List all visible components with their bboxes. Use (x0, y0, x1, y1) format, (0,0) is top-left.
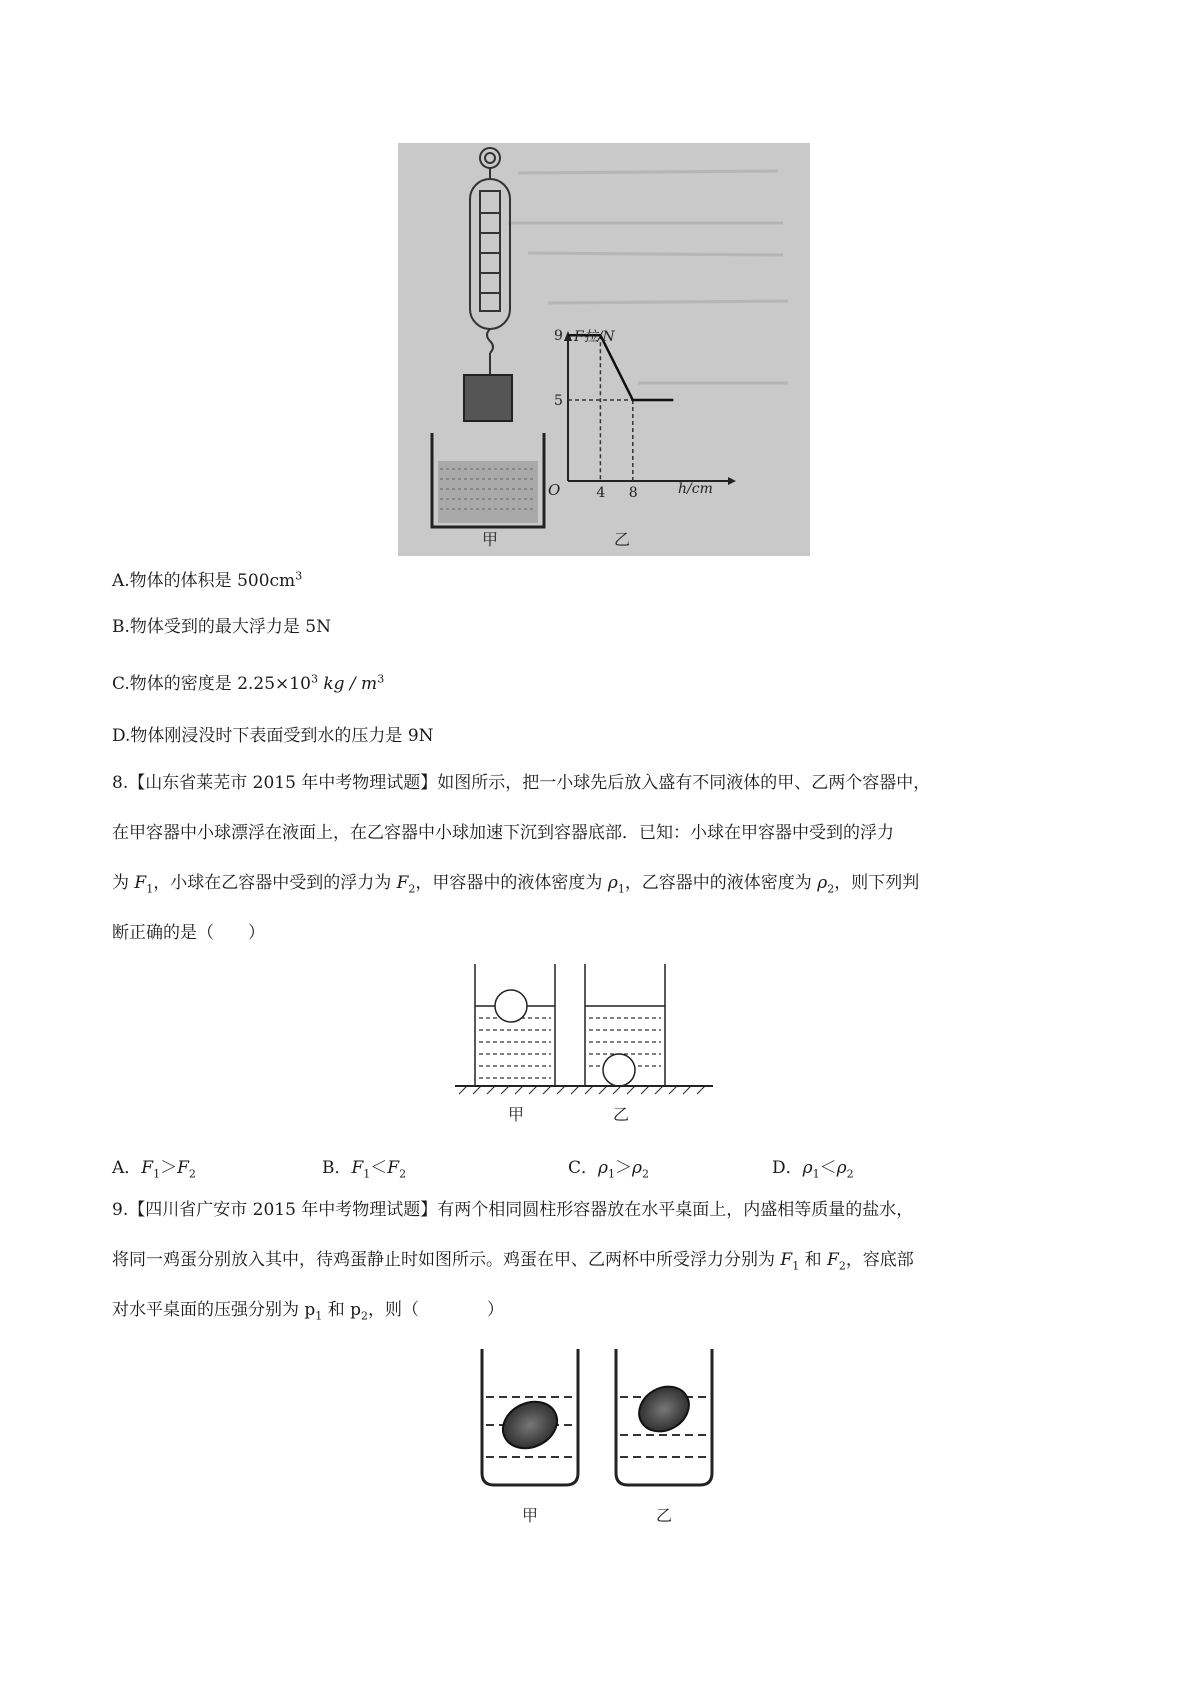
q8-symbol-rho1-sub: 1 (617, 882, 625, 896)
q9-symbol-p1-sub: 1 (315, 1309, 323, 1323)
q8-option-b-op: ＜ (370, 1158, 388, 1178)
origin-label: O (548, 481, 561, 499)
q8-symbol-f1: F (134, 873, 147, 893)
q8-symbol-f2: F (396, 873, 409, 893)
q8-option-d-sym: ρ (802, 1158, 813, 1178)
q9-symbol-f1: F (780, 1250, 793, 1270)
q7-option-c-sup: 3 (310, 672, 318, 686)
q7-option-c-unit: kg / m (317, 674, 378, 694)
q7-option-a-text: A.物体的体积是 500cm (112, 571, 296, 591)
q9-symbol-f2: F (827, 1250, 839, 1270)
q8-line-3 (112, 858, 1102, 908)
q8-option-a-prefix: A． (112, 1158, 142, 1178)
q8-option-a-op: ＞ (160, 1158, 178, 1178)
q8-line-3-a: 为 (112, 873, 135, 893)
figure1-label-left: 甲 (482, 530, 499, 549)
egg-right-icon (631, 1378, 697, 1440)
q8-line-1: 8.【山东省莱芜市 2015 年中考物理试题】如图所示，把一小球先后放入盛有不同液体的甲、乙两个容器中， (112, 773, 931, 793)
q8-symbol-f2-sub: 2 (408, 882, 416, 896)
q8-option-c-sym2: ρ (632, 1158, 643, 1178)
q8-option-b-sub2: 2 (399, 1167, 407, 1181)
q8-figure-label-left: 甲 (508, 1105, 525, 1124)
q8-option-d (772, 1155, 854, 1181)
q8-option-b (322, 1155, 406, 1181)
hanging-block (464, 375, 512, 421)
q9-line-3-b: 和 p (322, 1300, 361, 1320)
ball-sunk-icon (603, 1054, 635, 1086)
x-tick-label: 4 (596, 485, 606, 501)
q8-line-3-b: ，小球在乙容器中受到的浮力为 (153, 873, 397, 893)
q8-option-c-op: ＞ (615, 1158, 633, 1178)
q9-line-2 (112, 1235, 1102, 1285)
q9-line-2-b: 和 (799, 1250, 828, 1270)
q9-line-3-a: 对水平桌面的压强分别为 p (112, 1300, 316, 1320)
q9-figure-label-right: 乙 (656, 1506, 673, 1525)
ball-floating-icon (495, 990, 527, 1022)
q8-option-d-sub2: 2 (846, 1167, 854, 1181)
q8-option-d-prefix: D． (772, 1158, 803, 1178)
q8-option-c-sym: ρ (598, 1158, 609, 1178)
q9-line-1: 9.【四川省广安市 2015 年中考物理试题】有两个相同圆柱形容器放在水平桌面上，内盛相等质量的盐水， (112, 1200, 914, 1220)
ground-hatch (459, 1086, 705, 1094)
q8-option-b-sym2: F (387, 1158, 400, 1178)
q8-symbol-rho1: ρ (607, 873, 618, 893)
q8-option-d-sub1: 1 (812, 1167, 820, 1181)
q9-line-3 (112, 1285, 1102, 1335)
q7-option-c-text: C.物体的密度是 2.25×10 (112, 674, 311, 694)
figure-eggs-in-cups (470, 1345, 720, 1535)
x-axis-label: h/cm (678, 481, 713, 497)
q8-option-d-op: ＜ (819, 1158, 837, 1178)
q8-option-c-prefix: C． (568, 1158, 599, 1178)
q7-option-c-unit-sup: 3 (377, 672, 385, 686)
q9-line-3-c: ，则（ ） (368, 1300, 504, 1320)
q8-option-c (568, 1155, 649, 1181)
q7-option-b: B.物体受到的最大浮力是 5N (112, 617, 331, 637)
q8-symbol-rho2-sub: 2 (827, 882, 835, 896)
q8-option-b-prefix: B． (322, 1158, 352, 1178)
q8-symbol-f1-sub: 1 (146, 882, 154, 896)
q8-line-3-e: ，则下列判 (834, 873, 920, 893)
q9-line-2-c: ，容底部 (845, 1250, 914, 1270)
q8-option-c-sub2: 2 (642, 1167, 650, 1181)
q8-line-4: 断正确的是（ ） (112, 923, 265, 943)
figure-spring-balance (398, 143, 810, 556)
q8-line-3-c: ，甲容器中的液体密度为 (415, 873, 608, 893)
q8-line-3-d: ，乙容器中的液体密度为 (624, 873, 818, 893)
question-8 (112, 758, 1102, 958)
q9-symbol-f2-sub: 2 (838, 1259, 846, 1273)
question-9 (112, 1185, 1102, 1335)
q9-line-2-a: 将同一鸡蛋分别放入其中，待鸡蛋静止时如图所示。鸡蛋在甲、乙两杯中所受浮力分别为 (112, 1250, 781, 1270)
q9-figure-label-left: 甲 (522, 1506, 539, 1525)
y-tick-label: 9 (554, 328, 563, 345)
q8-figure-label-right: 乙 (613, 1105, 630, 1124)
q8-option-b-sub1: 1 (363, 1167, 371, 1181)
q8-line-2: 在甲容器中小球漂浮在液面上，在乙容器中小球加速下沉到容器底部．已知：小球在甲容器中受到的浮力 (112, 823, 894, 843)
q8-option-d-sym2: ρ (836, 1158, 847, 1178)
q8-option-a-sym2: F (177, 1158, 189, 1178)
q8-option-a-sub2: 2 (188, 1167, 196, 1181)
figure1-label-right: 乙 (614, 530, 631, 549)
q7-option-a (112, 568, 302, 594)
q8-option-b-sym: F (351, 1158, 364, 1178)
egg-left-icon (495, 1393, 564, 1457)
q9-symbol-f1-sub: 1 (792, 1259, 800, 1273)
q8-option-c-sub1: 1 (608, 1167, 616, 1181)
q7-option-a-sup: 3 (295, 569, 303, 583)
q9-symbol-p2-sub: 2 (361, 1309, 368, 1323)
q8-option-a-sub1: 1 (153, 1167, 161, 1181)
q8-symbol-rho2: ρ (817, 873, 828, 893)
y-axis-label: F拉/N (574, 329, 615, 345)
q8-option-a (112, 1155, 196, 1181)
figure-floating-balls (455, 958, 715, 1128)
q7-option-c (112, 671, 384, 697)
container-left-walls (475, 964, 555, 1086)
q7-option-d: D.物体刚浸没时下表面受到水的压力是 9N (112, 726, 434, 746)
y-tick-label: 5 (554, 393, 563, 409)
x-tick-label: 8 (628, 485, 638, 501)
q8-option-a-sym: F (141, 1158, 154, 1178)
